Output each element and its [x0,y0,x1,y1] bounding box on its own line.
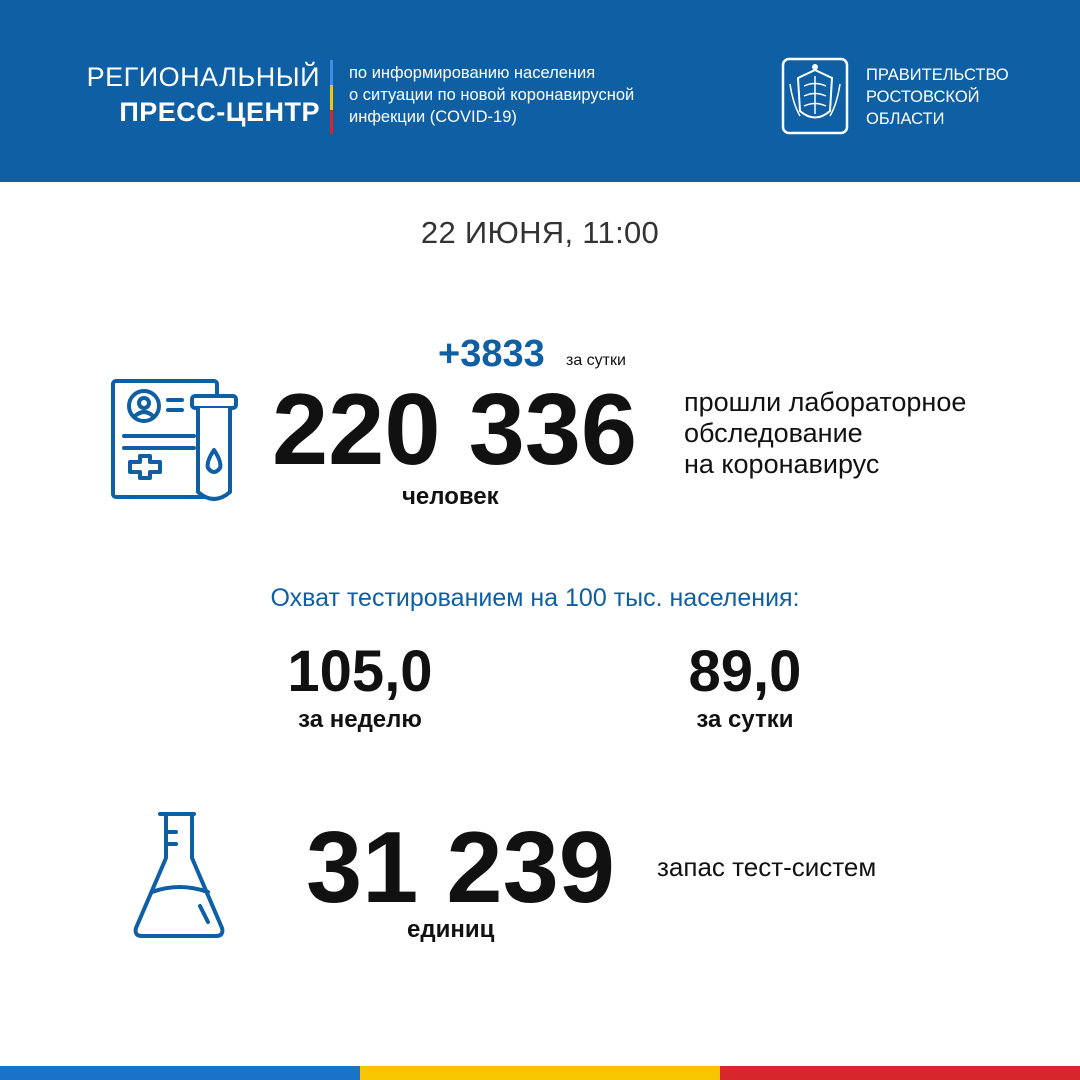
stripe-blue [0,1066,360,1080]
lab-flask-icon [130,810,230,940]
report-date: 22 ИЮНЯ, 11:00 [420,215,660,250]
stripe-yellow [360,1066,720,1080]
description-line: инфекции (COVID-19) [349,108,517,126]
tests-total-count: 220 336 [272,374,638,486]
rostov-coat-of-arms-icon [780,56,850,136]
test-kits-stock-count: 31 239 [306,812,615,924]
press-center-title-line2: ПРЕСС-ЦЕНТР [119,97,320,127]
header-banner [0,0,1080,182]
press-center-description [349,62,634,128]
description-line: по информированию населения [349,64,596,82]
coverage-heading: Охват тестированием на 100 тыс. населения: [270,584,800,612]
coverage-day-label: за сутки [696,706,794,733]
government-name [866,64,1009,130]
test-kits-stock-caption: запас тест-систем [657,852,877,882]
press-center-title-line1: РЕГИОНАЛЬНЫЙ [86,62,320,92]
tests-caption-line: прошли лабораторное [684,387,967,417]
coverage-week-label: за неделю [298,706,422,733]
description-line: о ситуации по новой коронавирусной [349,86,635,104]
government-name-line: РОСТОВСКОЙ [866,88,980,106]
coverage-week-value: 105,0 [287,639,433,704]
coverage-day-value: 89,0 [688,639,802,704]
stripe-red [720,1066,1080,1080]
tests-daily-increase: +3833 [438,333,545,375]
test-kits-stock-unit: единиц [407,916,495,943]
tests-caption-line: на коронавирус [684,449,880,479]
government-name-line: ПРАВИТЕЛЬСТВО [866,66,1009,84]
tests-caption-line: обследование [684,418,863,448]
tests-total-unit: человек [402,483,499,510]
medical-record-test-tube-icon [110,378,242,506]
government-name-line: ОБЛАСТИ [866,110,945,128]
tricolor-divider [330,60,333,134]
tests-caption [684,387,966,480]
tricolor-bottom-stripe [0,1066,1080,1080]
tests-daily-increase-unit: за сутки [566,352,626,369]
